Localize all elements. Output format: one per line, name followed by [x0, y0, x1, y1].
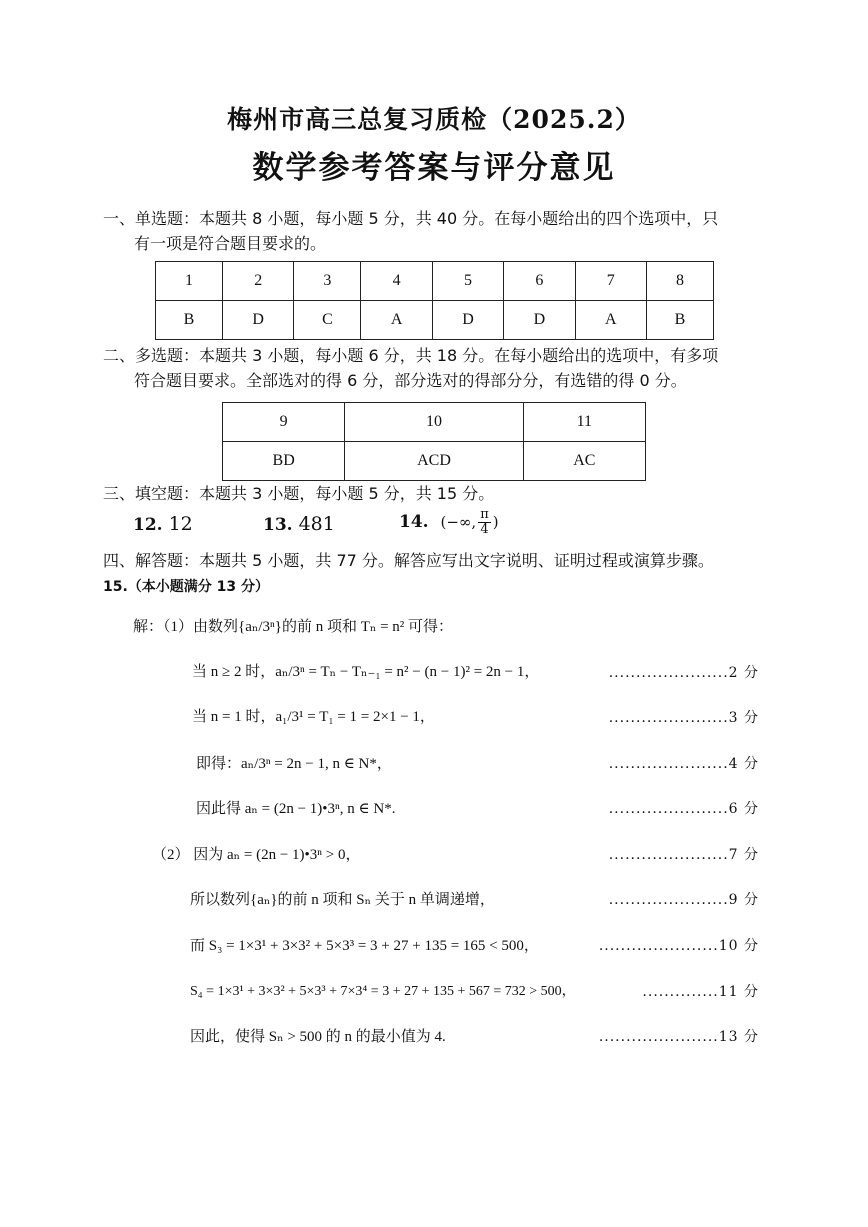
document-subtitle: 数学参考答案与评分意见: [252, 150, 616, 186]
table-cell: 3: [294, 262, 361, 301]
score-value: 7 分: [728, 847, 759, 863]
table-cell: B: [156, 301, 223, 340]
table-cell: D: [223, 301, 294, 340]
document-title: 梅州市高三总复习质检（2025.2）: [227, 105, 641, 134]
step-score: [540, 662, 759, 682]
answer-12-label: 12.: [133, 515, 163, 535]
score-dots: ..............: [642, 984, 719, 1000]
score-dots: ......................: [608, 665, 729, 681]
solution-step: 所以数列{aₙ}的前 n 项和 Sₙ 关于 n 单调递增，: [190, 892, 495, 908]
solution-step: 即得：aₙ/3ⁿ = 2n − 1, n ∈ N*，: [196, 756, 392, 772]
score-value: 4 分: [728, 756, 759, 772]
table-cell: 7: [575, 262, 646, 301]
section2-text-line2: 符合题目要求。全部选对的得 6 分，部分选对的得部分分，有选错的得 0 分。: [134, 371, 687, 390]
step-score: [540, 707, 759, 727]
score-value: 10 分: [718, 938, 759, 954]
table-row: [223, 403, 646, 442]
step-score: [540, 798, 759, 818]
table-row: [156, 262, 714, 301]
table-cell: AC: [523, 442, 645, 481]
score-dots: ......................: [598, 1029, 719, 1045]
table-cell: 6: [504, 262, 575, 301]
table-cell: 8: [646, 262, 713, 301]
fraction-numerator: π: [480, 507, 489, 522]
table-cell: 9: [223, 403, 345, 442]
question-15-heading: 15.（本小题满分 13 分）: [103, 579, 270, 595]
table-cell: D: [504, 301, 575, 340]
score-dots: ......................: [608, 710, 729, 726]
solution-step: 因此，使得 Sₙ > 500 的 n 的最小值为 4.: [190, 1029, 446, 1045]
solution-step: S₄ = 1×3¹ + 3×3² + 5×3³ + 7×3⁴ = 3 + 27 + 135 + 567 = 732 > 500，: [190, 984, 576, 999]
step-score: [540, 753, 759, 773]
section3-text: 三、填空题：本题共 3 小题，每小题 5 分，共 15 分。: [103, 484, 495, 503]
answer-14-fraction: [478, 508, 491, 537]
answer-13-label: 13.: [263, 515, 293, 535]
score-value: 9 分: [728, 892, 759, 908]
table-cell: 5: [432, 262, 503, 301]
table-row: [223, 442, 646, 481]
fraction-denominator: 4: [480, 522, 489, 537]
answer-14: [399, 508, 499, 537]
score-dots: ......................: [608, 892, 729, 908]
table-cell: D: [432, 301, 503, 340]
question-15-intro: 解：（1）由数列{aₙ/3ⁿ}的前 n 项和 Tₙ = n² 可得：: [133, 619, 454, 635]
answer-12: [133, 513, 193, 535]
score-dots: ......................: [598, 938, 719, 954]
answer-13: [263, 513, 335, 535]
answer-14-interval-close: ): [492, 513, 499, 531]
section4-text: 四、解答题：本题共 5 小题，共 77 分。解答应写出文字说明、证明过程或演算步骤。: [103, 551, 714, 570]
table-cell: 2: [223, 262, 294, 301]
table-cell: 4: [361, 262, 432, 301]
step-score: [540, 844, 759, 864]
table-cell: BD: [223, 442, 345, 481]
table-cell: 11: [523, 403, 645, 442]
score-value: 13 分: [718, 1029, 759, 1045]
solution-step: 因此得 aₙ = (2n − 1)•3ⁿ, n ∈ N*.: [196, 801, 396, 817]
score-dots: ......................: [608, 847, 729, 863]
score-dots: ......................: [608, 801, 729, 817]
answer-14-label: 14.: [399, 512, 429, 532]
table-cell: 1: [156, 262, 223, 301]
table-cell: B: [646, 301, 713, 340]
table-cell: A: [361, 301, 432, 340]
solution-step: 而 S₃ = 1×3¹ + 3×3² + 5×3³ = 3 + 27 + 135 = 165 < 500，: [190, 938, 539, 954]
table-row: [156, 301, 714, 340]
table-cell: 10: [345, 403, 523, 442]
section2-text-line1: 二、多选题：本题共 3 小题，每小题 6 分，共 18 分。在每小题给出的选项中，有多项: [103, 346, 719, 365]
solution-step: （2） 因为 aₙ = (2n − 1)•3ⁿ > 0，: [152, 847, 361, 863]
score-value: 2 分: [728, 665, 759, 681]
step-score: [540, 889, 759, 909]
table-cell: C: [294, 301, 361, 340]
table-cell: ACD: [345, 442, 523, 481]
score-value: 6 分: [728, 801, 759, 817]
section1-text-line2: 有一项是符合题目要求的。: [134, 234, 327, 253]
step-score: [540, 935, 759, 955]
score-value: 11 分: [718, 984, 759, 1000]
single-choice-answer-table: [155, 261, 714, 340]
score-dots: ......................: [608, 756, 729, 772]
step-score: [610, 981, 759, 1001]
section1-text-line1: 一、单选题：本题共 8 小题，每小题 5 分，共 40 分。在每小题给出的四个选项中，只: [103, 209, 719, 228]
answer-12-value: 12: [168, 513, 193, 535]
multi-choice-answer-table: [222, 402, 646, 481]
solution-step: 当 n ≥ 2 时，aₙ/3ⁿ = Tₙ − Tₙ₋₁ = n² − (n − 1)² = 2n − 1，: [192, 664, 540, 680]
answer-14-interval-open: (−∞,: [440, 513, 477, 531]
table-cell: A: [575, 301, 646, 340]
score-value: 3 分: [728, 710, 759, 726]
answer-13-value: 481: [298, 513, 335, 535]
step-score: [540, 1026, 759, 1046]
solution-step: 当 n = 1 时，a₁/3¹ = T₁ = 1 = 2×1 − 1，: [192, 709, 435, 725]
